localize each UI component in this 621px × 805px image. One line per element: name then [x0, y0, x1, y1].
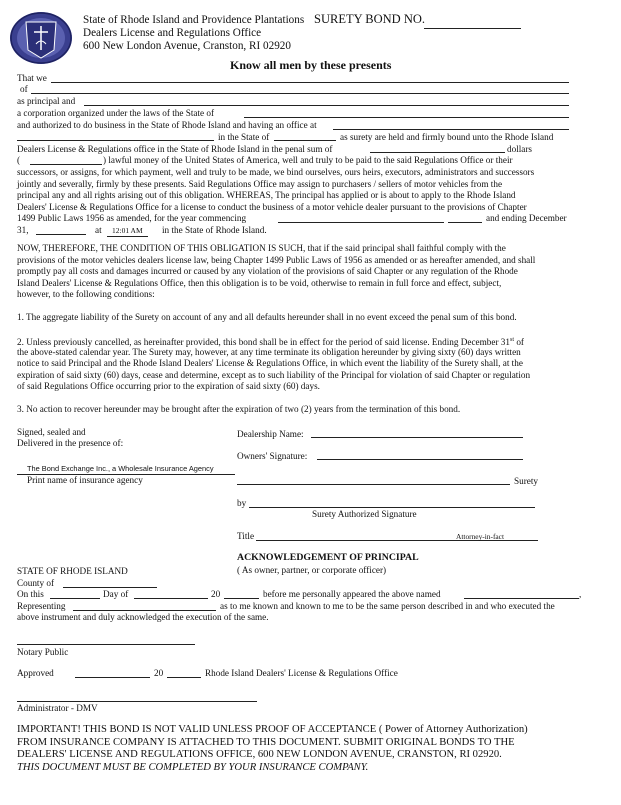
as-principal-label: as principal and — [17, 96, 76, 106]
principal-address-field[interactable] — [31, 93, 569, 94]
ack-year-20: 20 — [211, 589, 221, 599]
authorized-label: and authorized to do business in the State of Rhode Island and having an office at — [17, 120, 317, 130]
ack-year-field[interactable] — [224, 598, 259, 599]
corp-laws-label: a corporation organized under the laws of the State of — [17, 108, 215, 118]
header-state-line: State of Rhode Island and Providence Plantations — [83, 14, 305, 26]
state-seal-icon — [8, 10, 74, 66]
condition-line-2: provisions of the motor vehicles dealers license law, being Chapter 1499 Public Laws of 1956 as amended or as hereafter amended, and shall — [17, 254, 536, 265]
dealership-name-label: Dealership Name: — [237, 429, 304, 439]
time-value: 12:01 AM — [107, 226, 148, 237]
appeared-name-field[interactable] — [464, 598, 579, 599]
representing-label: Representing — [17, 601, 66, 611]
surety-signature-field[interactable] — [249, 507, 535, 508]
in-state-of-label: in the State of — [218, 132, 270, 142]
paren-open: ( — [17, 155, 21, 165]
obligation-line-2: jointly and severally, firmly by these presents. Said Regulations Office may assign to purchasers / sellers of motor vehicles from the — [17, 178, 503, 189]
document-title: Know all men by these presents — [230, 58, 392, 72]
comma: , — [579, 589, 582, 599]
commencing-date-field[interactable] — [278, 222, 444, 223]
known-to-me-text: as to me known and known to me to be the same person described in and who executed the — [220, 601, 555, 611]
bond-no-label: SURETY BOND NO. — [314, 12, 425, 26]
before-me-label: before me personally appeared the above named — [263, 589, 441, 599]
surety-label: Surety — [514, 476, 538, 486]
admin-signature-field[interactable] — [17, 701, 257, 702]
condition-line-1: NOW, THEREFORE, THE CONDITION OF THIS OBLIGATION IS SUCH, that if the said principal shall faithful comply with the — [17, 243, 506, 253]
representing-field[interactable] — [73, 610, 216, 611]
approved-date-field[interactable] — [75, 677, 150, 678]
day-31-label: 31, — [17, 225, 29, 235]
dealership-name-field[interactable] — [311, 437, 523, 438]
owners-signature-label: Owners' Signature: — [237, 451, 308, 461]
condition-line-5: however, to the following conditions: — [17, 289, 155, 299]
notary-signature-field[interactable] — [17, 644, 195, 645]
clause-3: 3. No action to recover hereunder may be brought after the expiration of two (2) years from the termination of this bond. — [17, 404, 461, 414]
important-italic-line: THIS DOCUMENT MUST BE COMPLETED BY YOUR INSURANCE COMPANY. — [17, 761, 369, 773]
commencing-year-field[interactable] — [448, 222, 482, 223]
clause-2-line-5: of said Regulations Office occurring prior to the expiration of said sixty (60) days. — [17, 381, 320, 391]
that-we-label: That we — [17, 73, 47, 83]
ack-heading: ACKNOWLEDGEMENT OF PRINCIPAL — [237, 552, 419, 563]
office-city-field[interactable] — [17, 140, 214, 141]
by-label: by — [237, 498, 247, 508]
penal-sum-field[interactable] — [370, 152, 505, 153]
delivered-label: Delivered in the presence of: — [17, 438, 124, 448]
important-line-2: FROM INSURANCE COMPANY IS ATTACHED TO THIS DOCUMENT. SUBMIT ORIGINAL BONDS TO THE — [17, 736, 515, 748]
owners-signature-field[interactable] — [317, 459, 523, 460]
ack-subheading: ( As owner, partner, or corporate officer) — [237, 565, 387, 575]
clause-2-line-2: the above-stated calendar year. The Surety may, however, at any time terminate its obligation hereunder by giving sixty (60) days written — [17, 346, 521, 357]
important-notice — [17, 724, 617, 774]
approval-office-label: Rhode Island Dealers' License & Regulations Office — [205, 668, 398, 678]
dollars-label: dollars — [507, 144, 533, 154]
bond-no-field[interactable] — [424, 28, 521, 29]
title-label: Title — [237, 531, 255, 541]
obligation-line-4: Dealers' License & Regulations Office for a license to conduct the business of a motor vehicle dealer pursuant to the provisions of Chapter — [17, 201, 527, 212]
approved-label: Approved — [17, 668, 54, 678]
ending-december-label: and ending December — [486, 213, 567, 223]
year-commencing-label: 1499 Public Laws 1956 as amended, for the year commencing — [17, 213, 247, 223]
state-label: STATE OF RHODE ISLAND — [17, 566, 128, 576]
county-field[interactable] — [63, 587, 157, 588]
agency-name-value: The Bond Exchange Inc., a Wholesale Insurance Agency — [27, 464, 214, 473]
surety-held-label: as surety are held and firmly bound unto the Rhode Island — [340, 132, 554, 142]
header-office-line: Dealers License and Regulations Office — [83, 27, 262, 39]
county-label: County of — [17, 578, 55, 588]
in-state-ri-label: in the State of Rhode Island. — [162, 225, 267, 235]
important-line-3: DEALERS' LICENSE AND REGULATIONS OFFICE, 600 NEW LONDON AVENUE, CRANSTON, RI 02920. — [17, 749, 502, 760]
print-agency-label: Print name of insurance agency — [27, 475, 143, 485]
ack-month-field[interactable] — [134, 598, 208, 599]
penal-sum-label: Dealers License & Regulations office in the State of Rhode Island in the penal sum of — [17, 144, 333, 154]
surety-auth-sig-label: Surety Authorized Signature — [312, 509, 417, 519]
executed-text: above instrument and duly acknowledged the execution of the same. — [17, 612, 269, 622]
office-address-field[interactable] — [333, 129, 569, 130]
obligation-line-3: principal any and all rights arising out of this obligation. WHEREAS, The principal has applied or is about to apply to the Rhode Island — [17, 190, 516, 200]
corp-state-field[interactable] — [244, 117, 569, 118]
clause-2-line-3: notice to said Principal and the Rhode Island Dealers' License & Regulations Office, in which event the liability of the Surety shall, at the — [17, 358, 523, 368]
surety-company-field[interactable] — [84, 105, 569, 106]
approved-year-field[interactable] — [167, 677, 201, 678]
title-value: Attorney-in-fact — [456, 532, 505, 541]
at-label: at — [95, 225, 102, 235]
principal-name-field[interactable] — [51, 82, 569, 83]
of-label: of — [20, 84, 28, 94]
ack-day-field[interactable] — [50, 598, 100, 599]
penal-sum-words-field[interactable] — [30, 164, 102, 165]
important-line-1: IMPORTANT! THIS BOND IS NOT VALID UNLESS PROOF OF ACCEPTANCE ( Power of Attorney Authorization) — [17, 724, 528, 735]
lawful-money-text: ) lawful money of the United States of America, well and truly to be paid to the said Regulations Office or their — [103, 155, 513, 165]
admin-label: Administrator - DMV — [17, 703, 98, 713]
on-this-label: On this — [17, 589, 44, 599]
notary-public-label: Notary Public — [17, 647, 69, 657]
header-address-line: 600 New London Avenue, Cranston, RI 02920 — [83, 40, 291, 52]
day-of-label: Day of — [103, 589, 129, 599]
obligation-line-1: successors, or assigns, for which payment, well and truly to be made, we bind ourselves, ours heirs, executors, administrators and successors — [17, 167, 535, 177]
clause-1: 1. The aggregate liability of the Surety on account of any and all defaults hereunder shall in no event exceed the penal sum of this bond. — [17, 312, 517, 322]
office-state-field[interactable] — [274, 140, 336, 141]
surety-name-field[interactable] — [237, 484, 510, 485]
condition-line-4: Island Dealers' License & Regulations Office, then this obligation is to be void, otherwise to remain in full force and effect, subject, — [17, 277, 502, 288]
approved-year-20: 20 — [154, 668, 164, 678]
condition-line-3: promptly pay all costs and damages incurred or caused by any violation of the provisions of said Chapter or any regulation of the Rhode — [17, 266, 518, 276]
signed-sealed-label: Signed, sealed and — [17, 427, 86, 437]
clause-2-line-4: expiration of said sixty (60) days, cease and determine, except as to such liability of the Principal for violation of said Chapter or regulation — [17, 369, 531, 380]
ending-year-field[interactable] — [36, 234, 86, 235]
clause-2-line-1: 2. Unless previously cancelled, as hereinafter provided, this bond shall be in effect for the period of said license. Ending December 31st of — [17, 337, 524, 348]
